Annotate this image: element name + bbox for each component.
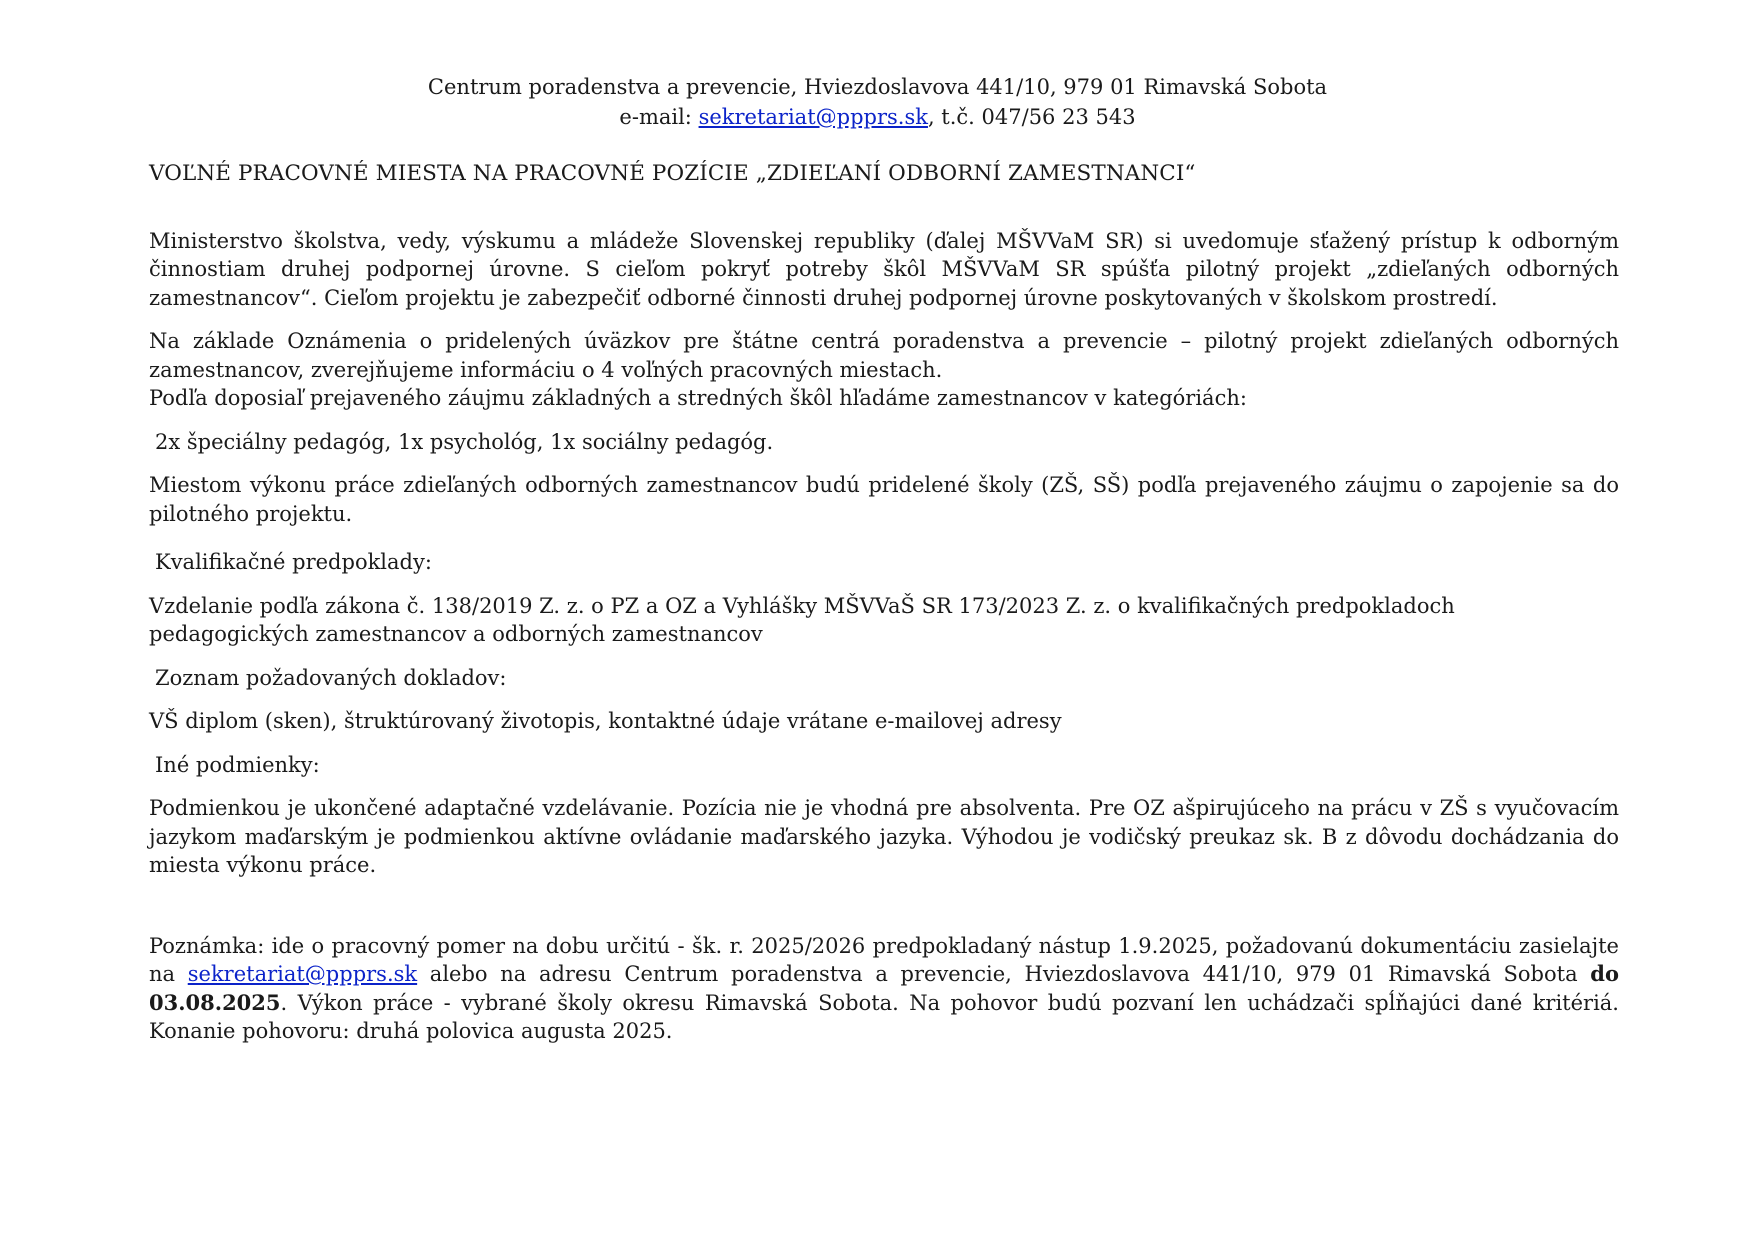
document-body <box>149 160 1619 1061</box>
qualification-paragraph: Vzdelanie podľa zákona č. 138/2019 Z. z. o PZ a OZ a Vyhlášky MŠVVaŠ SR 173/2023 Z. z. o kvalifikačných predpokladoch pedagogických zamestnancov a odborných zamestnancov <box>149 593 1455 646</box>
workplace-paragraph: Miestom výkonu práce zdieľaných odborných zamestnancov budú pridelené školy (ZŠ, SŠ) podľa prejaveného záujmu o zapojenie sa do pilotného projektu. <box>149 473 1619 526</box>
documents-paragraph: VŠ diplom (sken), štruktúrovaný životopis, kontaktné údaje vrátane e-mailovej adresy <box>149 709 1062 733</box>
positions-paragraph: 2x špeciálny pedagóg, 1x psychológ, 1x sociálny pedagóg. <box>155 429 774 454</box>
other-conditions-heading: Iné podmienky: <box>155 752 320 777</box>
qualification-heading: Kvalifikačné predpoklady: <box>155 550 432 574</box>
note-text-3: . Výkon práce - vybrané školy okresu Rimavská Sobota. Na pohovor budú pozvaní len uchádzači spĺňajúci dané kritériá. Konanie pohovoru: druhá polovica augusta 2025. <box>149 990 1619 1043</box>
deadline-text: do 03.08.2025 <box>149 961 1619 1015</box>
other-conditions-paragraph: Podmienkou je ukončené adaptačné vzdelávanie. Pozícia nie je vhodná pre absolventa. Pre OZ ašpirujúceho na prácu v ZŠ s vyučovacím jazykom maďarským je podmienkou aktívne ovládanie maďarského jazyka. Výhodou je vodičský preukaz sk. B z dôvodu dochádzania do miesta výkonu práce. <box>149 796 1619 877</box>
header-contact <box>0 102 1755 132</box>
phone-text: , t.č. 047/56 23 543 <box>927 105 1136 129</box>
announcement-paragraph: Na základe Oznámenia o pridelených úväzkov pre štátne centrá poradenstva a prevencie – pilotný projekt zdieľaných odborných zamestnancov, zverejňujeme informáciu o 4 voľných pracovných miestach. <box>149 329 1619 382</box>
note-email-link[interactable]: sekretariat@ppprs.sk <box>187 962 418 986</box>
documents-heading: Zoznam požadovaných dokladov: <box>155 665 507 690</box>
note-paragraph <box>149 932 1619 1046</box>
page-title: VOĽNÉ PRACOVNÉ MIESTA NA PRACOVNÉ POZÍCIE „ZDIEĽANÍ ODBORNÍ ZAMESTNANCI“ <box>149 161 1196 186</box>
header-email-link[interactable]: sekretariat@ppprs.sk <box>698 105 928 129</box>
email-prefix: e-mail: <box>619 105 699 129</box>
intro-paragraph: Ministerstvo školstva, vedy, výskumu a mládeže Slovenskej republiky (ďalej MŠVVaM SR) si uvedomuje sťažený prístup k odborným činnostiam druhej podpornej úrovne. S cieľom pokryť potreby škôl MŠVVaM SR spúšťa pilotný projekt „zdieľaných odborných zamestnancov“. Cieľom projektu je zabezpečiť odborné činnosti druhej podpornej úrovne poskytovaných v školskom prostredí. <box>149 228 1619 310</box>
interest-paragraph: Podľa doposiaľ prejaveného záujmu základných a stredných škôl hľadáme zamestnancov v kategóriách: <box>149 386 1247 410</box>
header-address: Centrum poradenstva a prevencie, Hviezdoslavova 441/10, 979 01 Rimavská Sobota <box>427 75 1328 99</box>
note-text-1: Poznámka: ide o pracovný pomer na dobu určitú - šk. r. 2025/2026 predpokladaný nástup 1.9.2025, požadovanú dokumentáciu zasielajte na <box>149 933 1619 986</box>
document-header <box>0 72 1755 132</box>
note-text-2: alebo na adresu Centrum poradenstva a prevencie, Hviezdoslavova 441/10, 979 01 Rimavská Sobota <box>417 962 1591 986</box>
